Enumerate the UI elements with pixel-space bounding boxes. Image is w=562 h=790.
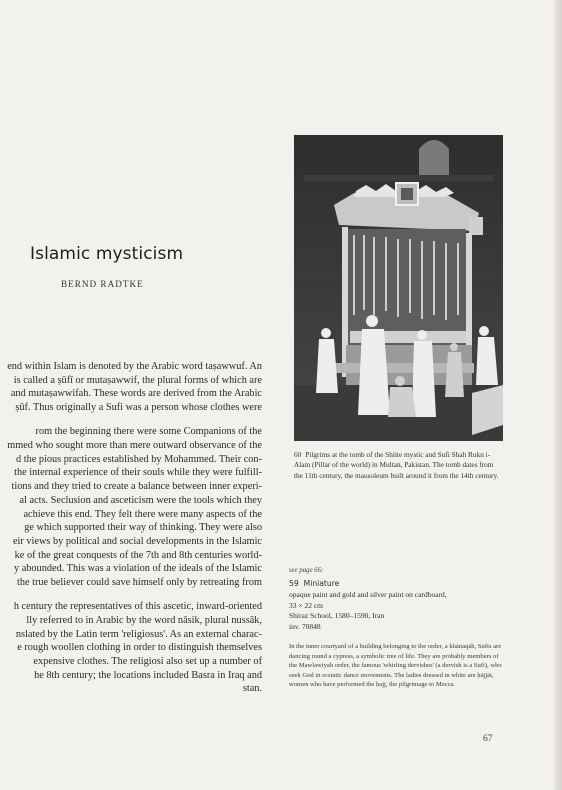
catalogue-detail-medium: opaque paint and gold and silver paint on cardboard, — [289, 590, 447, 600]
text-line: h century the representatives of this ascetic, inward-oriented — [13, 601, 262, 613]
tomb-photograph — [294, 135, 503, 441]
text-line: the true believer could save himself only by retreating from — [16, 577, 262, 589]
text-line: ṣūf. Thus originally a Sufi was a person whose clothes were — [15, 402, 262, 414]
text-line: tions and they tried to create a balance between inner experi- — [11, 481, 262, 493]
catalogue-detail-school: Shiraz School, 1580–1590, Iran — [289, 611, 385, 621]
page-edge — [554, 0, 562, 790]
text-line: achieve this end. They felt there were many aspects of the — [23, 508, 262, 520]
catalogue-number: 59 — [289, 579, 299, 588]
catalogue-heading — [289, 579, 504, 589]
text-line: ke of the great conquests of the 7th and 8th centuries world- — [14, 549, 262, 561]
text-line: eir views by political and social developments in the Islamic — [12, 535, 262, 547]
text-line: mmed who sought more than mere outward observance of the — [7, 440, 262, 452]
text-line: and mutaṣawwifah. These words are derived from the Arabic — [10, 388, 262, 400]
see-page-reference: see page 66: — [289, 567, 324, 574]
article-title: Islamic mysticism — [30, 244, 184, 264]
text-line: ge which supported their way of thinking. They were also — [24, 522, 262, 534]
body-paragraph-1 — [0, 360, 262, 415]
catalogue-detail-inventory: inv. 70848 — [289, 621, 321, 631]
text-line: end within Islam is denoted by the Arabic word taṣawwuf. An — [7, 361, 262, 372]
text-line: lly referred to in Arabic by the word nāsik, plural nussāk, — [26, 614, 262, 626]
body-paragraph-2 — [0, 425, 262, 589]
text-line: y abounded. This was a violation of the ideals of the Islamic — [13, 563, 262, 575]
text-line: is called a ṣūfī or mutaṣawwif, the plural forms of which are — [13, 374, 262, 386]
catalogue-title: Miniature — [303, 579, 340, 588]
figure-caption — [294, 450, 500, 481]
tomb-photo-illustration — [294, 135, 503, 441]
text-line: he 8th century; the locations included Basra in Iraq and — [34, 669, 262, 681]
catalogue-detail-size: 33 × 22 cm — [289, 600, 324, 610]
text-line: the internal experience of their souls while they were fulfill- — [14, 467, 262, 479]
catalogue-entry — [289, 579, 504, 690]
text-line: d the pious practices established by Mohammed. Their con- — [15, 453, 262, 465]
author-name: BERND RADTKE — [61, 279, 144, 289]
text-line: expensive clothes. The religiosi also set up a number of — [33, 656, 262, 668]
text-line: nslated by the Latin term 'religiosus'. As an external charac- — [15, 628, 262, 640]
page-number: 67 — [483, 734, 493, 744]
text-line: rom the beginning there were some Companions of the — [35, 426, 262, 438]
body-paragraph-3 — [0, 600, 262, 696]
figure-number: 60 — [294, 450, 302, 459]
text-line: al acts. Seclusion and asceticism were the tools which they — [19, 494, 262, 506]
text-line: stan. — [242, 683, 262, 695]
figure-caption-text: Pilgrims at the tomb of the Shiite mystic and Sufi Shah Rukn i-Alam (Pillar of the world) in Multan, Pakistan. The tomb dates from the 11th century, the mausoleum built around it from the 14th century. — [294, 450, 499, 480]
catalogue-description: In the inner courtyard of a building belonging to the order, a khānaqāh, Sufis are dancing round a cypress, a symbolic tree of life. They are probably members of the Mawlawiyah order, the famous 'whirling dervishes' (a dervish is a Sufi), who seek God in ecstatic dance movements. The ladies dressed in white are ḥājjāt, women who have performed the ḥajj, the pilgrimage to Mecca. — [289, 643, 502, 689]
body-text — [0, 360, 262, 707]
text-line: e rough woollen clothing in order to distinguish themselves — [17, 642, 262, 654]
